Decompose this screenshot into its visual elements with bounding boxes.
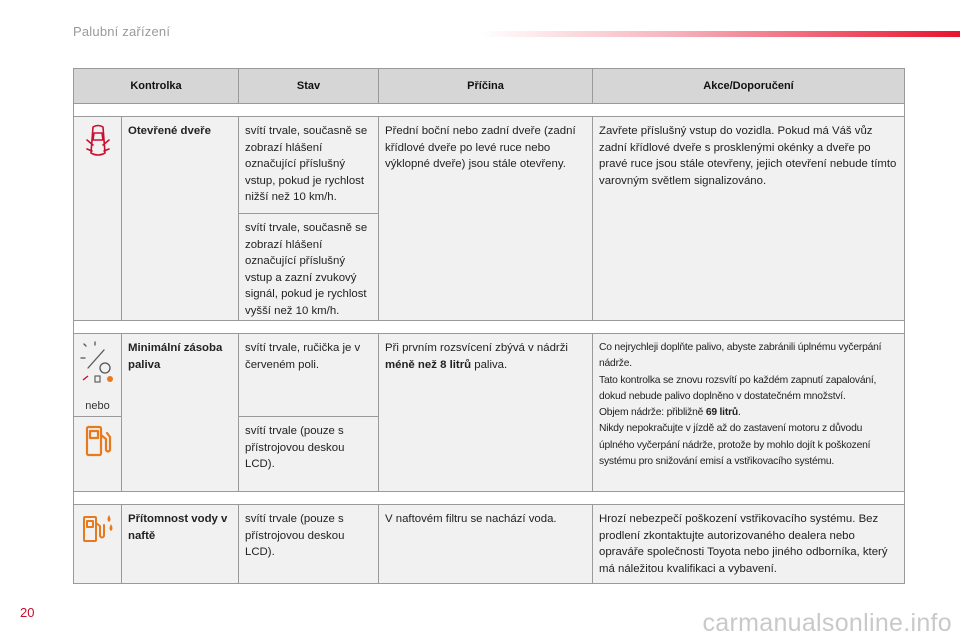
state-text: svítí trvale, ručička je v červeném poli. — [239, 334, 379, 417]
warning-lights-table — [73, 68, 905, 584]
column-header-akce: Akce/Doporučení — [593, 69, 905, 104]
fuel-pump-icon — [83, 423, 113, 459]
state-text: svítí trvale, současně se zobrazí hlášení označující příslušný vstup a zazní zvukový signál, pokud je rychlost vyšší než 10 km/h. — [239, 214, 379, 321]
action-line: . — [737, 407, 741, 419]
state-text: svítí trvale (pouze s přístrojovou deskou LCD). — [239, 417, 379, 492]
cause-text-part: Při prvním rozsvícení zbývá v nádrži — [385, 342, 568, 354]
fuel-gauge-icon — [78, 340, 118, 386]
table-header-row — [74, 69, 905, 104]
cause-text: Přední boční nebo zadní dveře (zadní křídlové dveře po levé ruce nebo výklopné dveře) jsou stále otevřeny. — [379, 117, 593, 321]
action-text — [593, 334, 905, 492]
page-title: Palubní zařízení — [73, 24, 171, 39]
warning-name-low-fuel: Minimální zásoba paliva — [122, 334, 239, 492]
open-door-icon — [83, 123, 113, 159]
column-header-pricina: Příčina — [379, 69, 593, 104]
action-line: Tato kontrolka se znovu rozsvítí po každém zapnutí zapalování, dokud nebude palivo doplněno v dostatečném množství. — [599, 374, 877, 402]
column-header-kontrolka: Kontrolka — [74, 69, 239, 104]
warning-icon-cell — [74, 505, 122, 584]
action-line: Co nejrychleji doplňte palivo, abyste zabránili úplnému vyčerpání nádrže. — [599, 342, 882, 370]
action-bold: 69 litrů — [705, 407, 738, 419]
warning-icon-cell — [74, 334, 122, 417]
table-row — [74, 505, 905, 584]
cause-text: V naftovém filtru se nachází voda. — [379, 505, 593, 584]
cause-text-part: paliva. — [471, 358, 508, 371]
action-text: Hrozí nebezpečí poškození vstřikovacího systému. Bez prodlení zkontaktujte autorizovaného dealera nebo opraváře společnosti Toyota nebo jiného odborníka, který má náležitou kvalifikaci a vybavení. — [593, 505, 905, 584]
cause-text-bold: méně než 8 litrů — [385, 358, 472, 371]
action-line: Objem nádrže: přibližně — [599, 407, 706, 419]
state-text: svítí trvale (pouze s přístrojovou deskou LCD). — [239, 505, 379, 584]
table-row — [74, 117, 905, 214]
warning-name-water-in-diesel: Přítomnost vody v naftě — [122, 505, 239, 584]
column-header-stav: Stav — [239, 69, 379, 104]
cause-text — [379, 334, 593, 492]
action-text: Zavřete příslušný vstup do vozidla. Pokud má Váš vůz zadní křídlové dveře s prosklenými okénky a dveře po pravé ruce jsou stále otevřeny, jejich otevření nebude tímto varovným světlem signalizováno. — [593, 117, 905, 321]
warning-name-open-doors: Otevřené dveře — [122, 117, 239, 321]
table-row — [74, 334, 905, 417]
warning-icon-cell — [74, 417, 122, 492]
watermark: carmanualsonline.info — [702, 609, 952, 637]
action-line: Nikdy nepokračujte v jízdě až do zastavení motoru z důvodu úplného vyčerpání nádrže, protože by mohlo dojít k poškození systému pro snižování emisí a vstřikovacího systému. — [599, 423, 871, 468]
state-text: svítí trvale, současně se zobrazí hlášení označující příslušný vstup, pokud je rychlost nižší než 10 km/h. — [239, 117, 379, 214]
page-number: 20 — [20, 605, 35, 620]
water-in-fuel-icon — [80, 511, 116, 545]
header-accent-bar — [480, 31, 960, 37]
or-label: nebo — [85, 399, 110, 412]
warning-icon-cell — [74, 117, 122, 321]
